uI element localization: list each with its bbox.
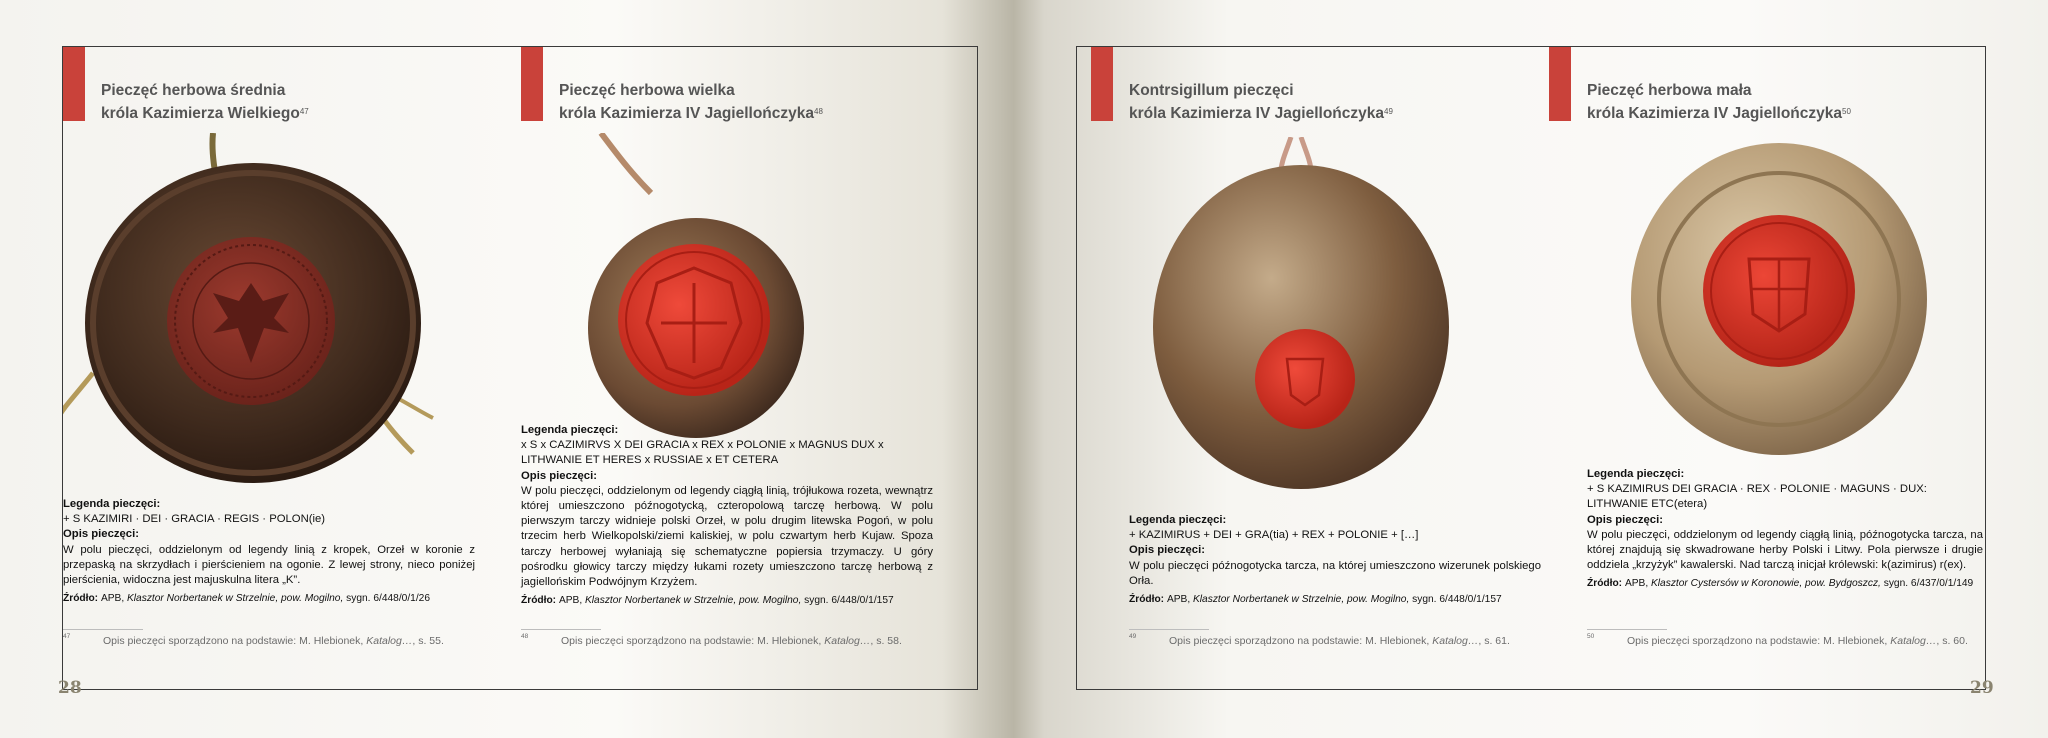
footnote-rule xyxy=(1587,629,1667,630)
seal-image-wax-brown xyxy=(63,133,443,533)
entry-title: Pieczęć herbowa mała króla Kazimierza IV Jagiellończyka$^{50}$ xyxy=(1587,82,1851,122)
entry-title: Pieczęć herbowa wielka króla Kazimierza IV Jagiellończyka$^{48}$ xyxy=(559,82,823,122)
seal-entry-2 xyxy=(521,47,979,689)
entry-title: Pieczęć herbowa średnia króla Kazimierza Wielkiego$^{47}$ xyxy=(101,82,309,122)
entry-text: Legenda pieczęci: + S KAZIMIRUS DEI GRACIA · REX · POLONIE · MAGUNS · DUX: LITHWANIE ETC(etera) Opis pieczęci: W polu pieczęci, oddzielonym od legendy ciągłą linią, późnogotycka tarcza, na której znajdują się skwadrowane herby Polski i Litwy. Pola pierwsze i drugie oddziela „krzyżyk” kawalerski. Nad tarczą inicjał królewski: k(azimirus) r(ex). Źródło: APB, Klasztor Cystersów w Koronowie, pow. Bydgoszcz, sygn. 6/437/0/1/149 xyxy=(1587,467,1983,592)
page-28-frame xyxy=(62,46,978,690)
seal-entry-4 xyxy=(1549,47,1985,689)
accent-bar xyxy=(521,47,543,121)
entry-text: Legenda pieczęci: + S KAZIMIRI · DEI · GRACIA · REGIS · POLON(ie) Opis pieczęci: W polu pieczęci, oddzielonym od legendy linią z kropek, Orzeł w koronie z przepaską na skrzydłach i pierścieniem na ogonie. Z lewej strony, nieco poniżej pierścienia, widoczna jest majuskulna litera „K”. Źródło: APB, Klasztor Norbertanek w Strzelnie, pow. Mogilno, sygn. 6/448/0/1/26 xyxy=(63,497,475,606)
page-29-frame xyxy=(1076,46,1986,690)
footnote-rule xyxy=(1129,629,1209,630)
footnote: 48 Opis pieczęci sporządzono na podstawie: M. Hlebionek, Katalog…, s. 58. xyxy=(521,633,902,647)
source-line: Źródło: APB, Klasztor Norbertanek w Strzelnie, pow. Mogilno, sygn. 6/448/0/1/26 xyxy=(63,593,430,605)
seal-entry-1 xyxy=(63,47,521,689)
footnote: 47 Opis pieczęci sporządzono na podstawie: M. Hlebionek, Katalog…, s. 55. xyxy=(63,633,444,647)
source-line: Źródło: APB, Klasztor Norbertanek w Strzelnie, pow. Mogilno, sygn. 6/448/0/1/157 xyxy=(1129,594,1502,606)
entry-title: Kontrsigillum pieczęci króla Kazimierza IV Jagiellończyka$^{49}$ xyxy=(1129,82,1393,122)
accent-bar xyxy=(63,47,85,121)
source-line: Źródło: APB, Klasztor Cystersów w Koronowie, pow. Bydgoszcz, sygn. 6/437/0/1/149 xyxy=(1587,578,1974,590)
source-line: Źródło: APB, Klasztor Norbertanek w Strzelnie, pow. Mogilno, sygn. 6/448/0/1/157 xyxy=(521,595,894,607)
footnote: 50 Opis pieczęci sporządzono na podstawie: M. Hlebionek, Katalog…, s. 60. xyxy=(1587,633,1968,647)
seal-entry-3 xyxy=(1091,47,1549,689)
seal-image-wax-red-large xyxy=(581,133,821,453)
entry-text: Legenda pieczęci: + KAZIMIRUS + DEI + GRA(tia) + REX + POLONIE + […] Opis pieczęci: W polu pieczęci późnogotycka tarcza, na której umieszczono wizerunek polskiego Orła. Źródło: APB, Klasztor Norbertanek w Strzelnie, pow. Mogilno, sygn. 6/448/0/1/157 xyxy=(1129,513,1541,607)
seal-image-wax-light-red xyxy=(1629,139,1929,469)
footnote-rule xyxy=(521,629,601,630)
accent-bar xyxy=(1091,47,1113,121)
seal-image-wax-large-brown xyxy=(1141,137,1481,497)
footnote-rule xyxy=(63,629,143,630)
page-number-right: 29 xyxy=(1970,678,1994,698)
page-number-left: 28 xyxy=(58,678,82,698)
entry-text: Legenda pieczęci: x S x CAZIMIRVS X DEI GRACIA x REX x POLONIE x MAGNUS DUX x LITHWANIE ET HERES x RUSSIAE x ET CETERA Opis pieczęci: W polu pieczęci, oddzielonym od legendy ciągłą linią, trójłukowa rozeta, wewnątrz której umieszczono późnogotycką, czteropolową tarczę herbową. W polu pierwszym tarczy widnieje polski Orzeł, w polu drugim litewska Pogoń, w polu trzecim herb Wielkopolski/ziemi kaliskiej, w polu czwartym herb Kujaw. Spoza tarczy herbowej wyłaniają się schematyczne popiersia trzymaczy. U góry pośrodku głowicy tarczy między łukami rozety umieszczono tarczę herbową z jagiellońskim Podwójnym Krzyżem. Źródło: APB, Klasztor Norbertanek w Strzelnie, pow. Mogilno, sygn. 6/448/0/1/157 xyxy=(521,423,933,608)
footnote: 49 Opis pieczęci sporządzono na podstawie: M. Hlebionek, Katalog…, s. 61. xyxy=(1129,633,1510,647)
accent-bar xyxy=(1549,47,1571,121)
